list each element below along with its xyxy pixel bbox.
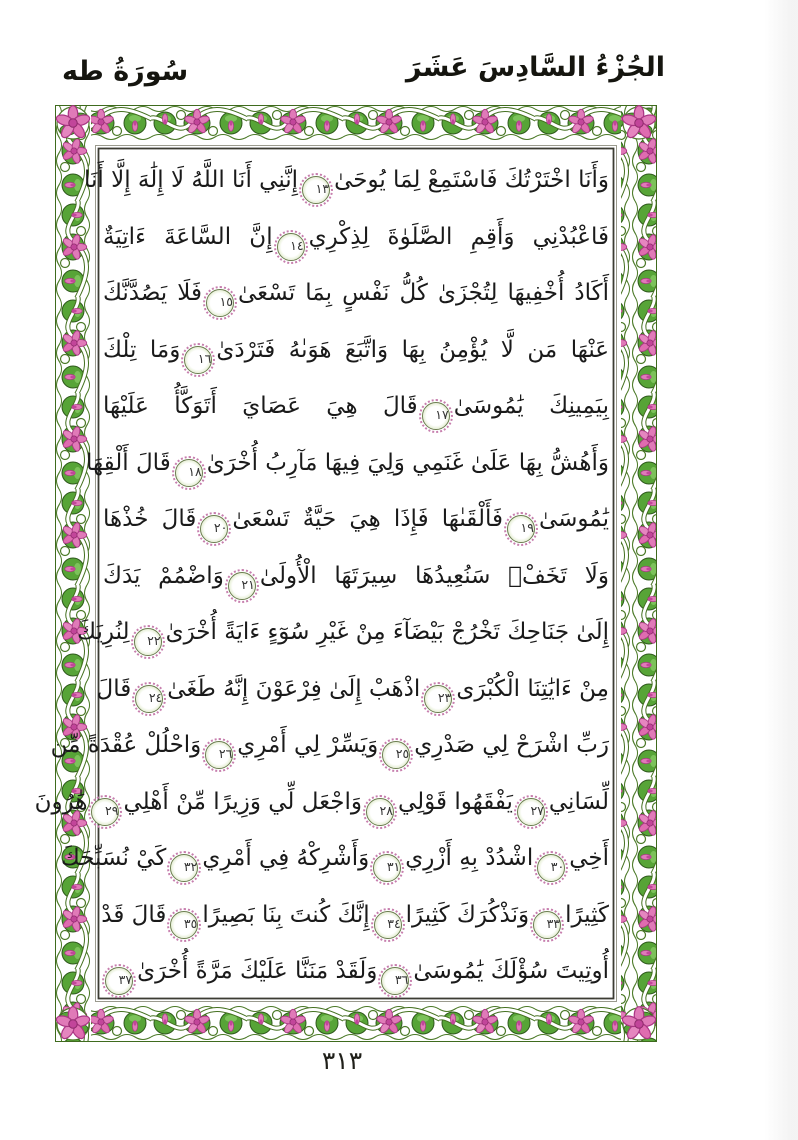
verse-text: وَاجْعَل لِّي وَزِيرًا مِّنْ أَهْلِي: [123, 788, 362, 815]
verse-text: إِنَّكَ كُنتَ بِنَا بَصِيرًا: [202, 901, 370, 928]
quran-line-2: [103, 209, 609, 266]
ayah-marker-26: ٢٦: [205, 741, 233, 769]
ayah-marker-17: ١٧: [422, 402, 450, 430]
verse-text: اشْدُدْ بِهِ أَزْرِي: [405, 845, 534, 871]
verse-text: قَالَ: [96, 675, 132, 702]
quran-line-4: [103, 322, 609, 379]
verse-text: وَاحْلُلْ عُقْدَةً مِّن: [50, 732, 202, 758]
juz-title: الجُزْءُ السَّادِسَ عَشَرَ: [405, 52, 665, 83]
verse-text: هَٰرُونَ: [34, 788, 88, 815]
ayah-marker-28: ٢٨: [366, 798, 394, 826]
ayah-marker-29: ٢٩: [91, 798, 119, 826]
verse-text: قَالَ خُذْهَا: [103, 506, 197, 532]
verse-text: لِنُرِيَكَ: [77, 619, 130, 645]
verse-text: قَالَ قَدْ: [101, 901, 167, 928]
quran-line-8: [103, 548, 609, 605]
ayah-marker-23: ٢٣: [424, 685, 452, 713]
verse-text: وَأَهُشُّ بِهَا عَلَىٰ غَنَمِي وَلِيَ فِيهَا مَآرِبُ أُخْرَىٰ: [206, 449, 609, 476]
quran-line-13: [60, 830, 609, 887]
quran-line-11: [50, 717, 609, 774]
verse-text: يَفْقَهُوا قَوْلِي: [397, 788, 513, 815]
ayah-marker-20: ٢٠: [200, 515, 228, 543]
ayah-marker-18: ١٨: [175, 459, 203, 487]
ayah-marker-21: ٢١: [228, 572, 256, 600]
surah-title: سُورَةُ طه: [62, 56, 189, 87]
verse-text: وَأَشْرِكْهُ فِي أَمْرِي: [202, 845, 370, 871]
quran-line-7: [103, 491, 609, 548]
ayah-marker-27: ٢٧: [517, 798, 545, 826]
ayah-marker-13: ١٣: [302, 176, 330, 204]
verse-text: قَالَ هِيَ عَصَايَ أَتَوَكَّأُ عَلَيْهَا: [103, 393, 418, 419]
quran-line-9: [77, 604, 609, 661]
ayah-marker-24: ٢٤: [135, 685, 163, 713]
verse-text: كَثِيرًا: [565, 901, 609, 928]
ayah-marker-14: ١٤: [277, 233, 305, 261]
verse-text: وَنَذْكُرَكَ كَثِيرًا: [405, 901, 530, 928]
ayah-marker-34: ٣٤: [374, 911, 402, 939]
scan-shadow-artifact: [764, 0, 798, 1140]
ayah-marker-16: ١٦: [184, 346, 212, 374]
verse-text: رَبِّ اشْرَحْ لِي صَدْرِي: [414, 732, 609, 758]
verse-text: إِلَىٰ جَنَاحِكَ تَخْرُجْ بَيْضَآءَ مِنْ غَيْرِ سُوٓءٍ ءَايَةً أُخْرَىٰ: [165, 619, 609, 645]
decorative-frame: [34, 105, 657, 1042]
verse-text: مِنْ ءَايَٰتِنَا الْكُبْرَى: [456, 675, 609, 702]
ayah-marker-33: ٣٣: [533, 911, 561, 939]
verse-text: يَٰمُوسَىٰ: [538, 506, 609, 532]
verse-text: بِيَمِينِكَ يَٰمُوسَىٰ: [453, 393, 609, 419]
verse-text: عَنْهَا مَن لَّا يُؤْمِنُ بِهَا وَاتَّبَعَ هَوَىٰهُ فَتَرْدَىٰ: [216, 336, 609, 363]
verse-text: وَأَنَا اخْتَرْتُكَ فَاسْتَمِعْ لِمَا يُوحَىٰ: [334, 167, 609, 193]
quran-line-10: [96, 661, 609, 718]
verse-text: وَاضْمُمْ يَدَكَ: [103, 562, 224, 589]
verse-text: فَأَلْقَىٰهَا فَإِذَا هِيَ حَيَّةٌ تَسْعَىٰ: [232, 506, 503, 532]
verse-text: إِنَّ السَّاعَةَ ءَاتِيَةٌ: [103, 223, 273, 250]
ayah-marker-37: ٣٧: [105, 967, 133, 995]
ayah-marker-15: ١٥: [206, 289, 234, 317]
verse-text: إِنَّنِي أَنَا اللَّهُ لَا إِلَٰهَ إِلَّا أَنَا: [84, 167, 299, 193]
ayah-marker-31: ٣١: [373, 854, 401, 882]
verse-text: وَمَا تِلْكَ: [103, 336, 181, 363]
verse-text: قَالَ أَلْقِهَا: [86, 449, 171, 476]
ayah-marker-36: ٣٦: [381, 967, 409, 995]
page-header: [0, 46, 798, 102]
ayah-marker-32: ٣٢: [170, 854, 198, 882]
verse-text: كَيْ نُسَبِّحَكَ: [60, 845, 167, 871]
quran-line-15: [103, 943, 609, 1000]
ayah-marker-19: ١٩: [507, 515, 535, 543]
verse-text: أَكَادُ أُخْفِيهَا لِتُجْزَىٰ كُلُّ نَفْسٍ بِمَا تَسْعَىٰ: [238, 280, 610, 306]
quran-line-3: [103, 265, 609, 322]
ayah-marker-22: ٢٢: [134, 628, 162, 656]
verse-text: وَلَقَدْ مَنَنَّا عَلَيْكَ مَرَّةً أُخْرَىٰ: [137, 958, 378, 984]
ayah-marker-30: ٣٠: [537, 854, 565, 882]
verse-text: وَيَسِّرْ لِي أَمْرِي: [237, 732, 379, 758]
verse-text: فَلَا يَصُدَّنَّكَ: [103, 280, 203, 306]
verse-text: وَلَا تَخَفْۖ سَنُعِيدُهَا سِيرَتَهَا الْأُولَىٰ: [259, 562, 610, 589]
quran-text-block: [34, 152, 610, 1000]
quran-line-1: [84, 152, 609, 209]
quran-line-5: [103, 378, 609, 435]
verse-text: لِّسَانِي: [548, 788, 609, 815]
verse-text: اذْهَبْ إِلَىٰ فِرْعَوْنَ إِنَّهُ طَغَىٰ: [167, 675, 421, 702]
ayah-marker-25: ٢٥: [382, 741, 410, 769]
quran-line-12: [34, 774, 609, 831]
verse-text: أَخِي: [569, 845, 609, 871]
page-number: ٣١٣: [321, 1046, 363, 1075]
quran-line-14: [103, 887, 609, 944]
verse-text: أُوتِيتَ سُؤْلَكَ يَٰمُوسَىٰ: [413, 958, 609, 984]
ayah-marker-35: ٣٥: [170, 911, 198, 939]
verse-text: فَاعْبُدْنِي وَأَقِمِ الصَّلَوٰةَ لِذِكْرِي: [308, 223, 609, 250]
quran-line-6: [86, 435, 609, 492]
